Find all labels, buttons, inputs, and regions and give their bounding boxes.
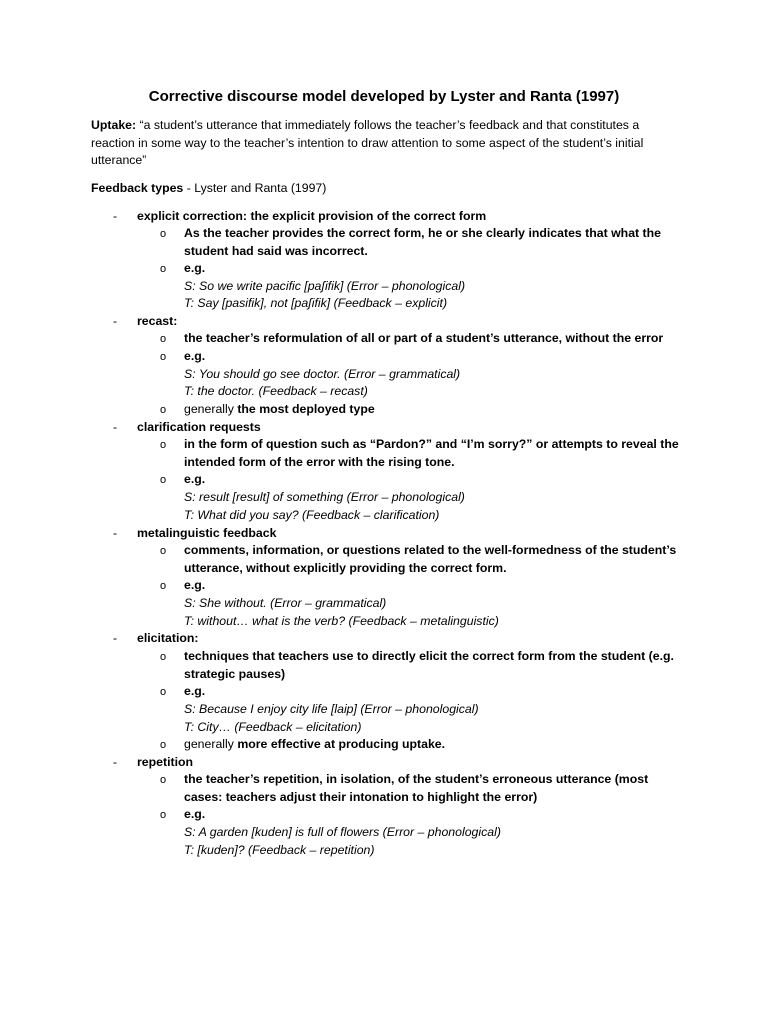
circle-bullet: o — [160, 263, 167, 275]
example-line: T: What did you say? (Feedback – clarification) — [184, 508, 440, 522]
example-label: e.g. — [184, 684, 206, 698]
circle-bullet: o — [160, 404, 167, 416]
circle-bullet: o — [160, 580, 167, 592]
dash-bullet: - — [113, 631, 118, 645]
example-label: e.g. — [184, 472, 206, 486]
circle-bullet: o — [160, 739, 167, 751]
example-label: e.g. — [184, 807, 206, 821]
item-heading: repetition — [137, 755, 194, 769]
item-point: As the teacher provides the correct form, he or she clearly indicates that what the student had said was incorrect. — [184, 226, 661, 258]
dash-bullet: - — [113, 209, 118, 223]
circle-bullet: o — [160, 809, 167, 821]
circle-bullet: o — [160, 651, 167, 663]
circle-bullet: o — [160, 351, 167, 363]
example-line: T: [kuden]? (Feedback – repetition) — [184, 843, 375, 857]
circle-bullet: o — [160, 439, 167, 451]
dash-bullet: - — [113, 755, 118, 769]
example-line: S: So we write pacific [paʃifik] (Error – phonological) — [184, 279, 466, 293]
document-title: Corrective discourse model developed by Lyster and Ranta (1997) — [148, 88, 620, 105]
feedback-types-source: - Lyster and Ranta (1997) — [183, 181, 327, 195]
dash-bullet: - — [113, 314, 118, 328]
item-heading: metalinguistic feedback — [137, 526, 277, 540]
dash-bullet: - — [113, 420, 118, 434]
example-line: T: the doctor. (Feedback – recast) — [184, 384, 368, 398]
circle-bullet: o — [160, 545, 167, 557]
item-point: generally the most deployed type — [184, 402, 375, 416]
uptake-text: “a student’s utterance that immediately follows the teacher’s feedback and that constitutes a reaction in some way to the teacher’s intention to draw attention to some aspect of the student’s initial utterance” — [91, 118, 644, 167]
example-label: e.g. — [184, 261, 206, 275]
feedback-types-heading — [91, 180, 326, 198]
example-label: e.g. — [184, 349, 206, 363]
example-label: e.g. — [184, 578, 206, 592]
example-line: S: She without. (Error – grammatical) — [184, 596, 387, 610]
item-point: generally more effective at producing uptake. — [184, 737, 446, 751]
item-point: techniques that teachers use to directly elicit the correct form from the student (e.g. strategic pauses) — [184, 649, 674, 681]
circle-bullet: o — [160, 686, 167, 698]
item-heading: clarification requests — [137, 420, 261, 434]
circle-bullet: o — [160, 474, 167, 486]
example-line: T: Say [pasifik], not [paʃifik] (Feedback – explicit) — [184, 296, 448, 310]
item-point: the teacher’s reformulation of all or part of a student’s utterance, without the error — [184, 331, 664, 345]
example-line: S: A garden [kuden] is full of flowers (Error – phonological) — [184, 825, 501, 839]
dash-bullet: - — [113, 526, 118, 540]
item-point: the teacher’s repetition, in isolation, of the student’s erroneous utterance (most cases: teachers adjust their intonation to highlight the error) — [184, 772, 649, 804]
circle-bullet: o — [160, 228, 167, 240]
uptake-label: Uptake: — [91, 118, 137, 132]
item-heading: recast: — [137, 314, 178, 328]
item-point: in the form of question such as “Pardon?” and “I’m sorry?” or attempts to reveal the intended form of the error with the rising tone. — [184, 437, 679, 469]
circle-bullet: o — [160, 333, 167, 345]
item-heading: explicit correction: the explicit provision of the correct form — [137, 209, 487, 223]
feedback-types-label: Feedback types — [91, 181, 184, 195]
example-line: T: City… (Feedback – elicitation) — [184, 720, 362, 734]
uptake-definition — [91, 117, 681, 170]
circle-bullet: o — [160, 774, 167, 786]
example-line: S: Because I enjoy city life [laip] (Error – phonological) — [184, 702, 479, 716]
example-line: S: You should go see doctor. (Error – grammatical) — [184, 367, 461, 381]
item-heading: elicitation: — [137, 631, 199, 645]
item-point: comments, information, or questions related to the well-formedness of the student’s utterance, without explicitly providing the correct form. — [184, 543, 677, 575]
example-line: T: without… what is the verb? (Feedback – metalinguistic) — [184, 614, 499, 628]
example-line: S: result [result] of something (Error – phonological) — [184, 490, 465, 504]
